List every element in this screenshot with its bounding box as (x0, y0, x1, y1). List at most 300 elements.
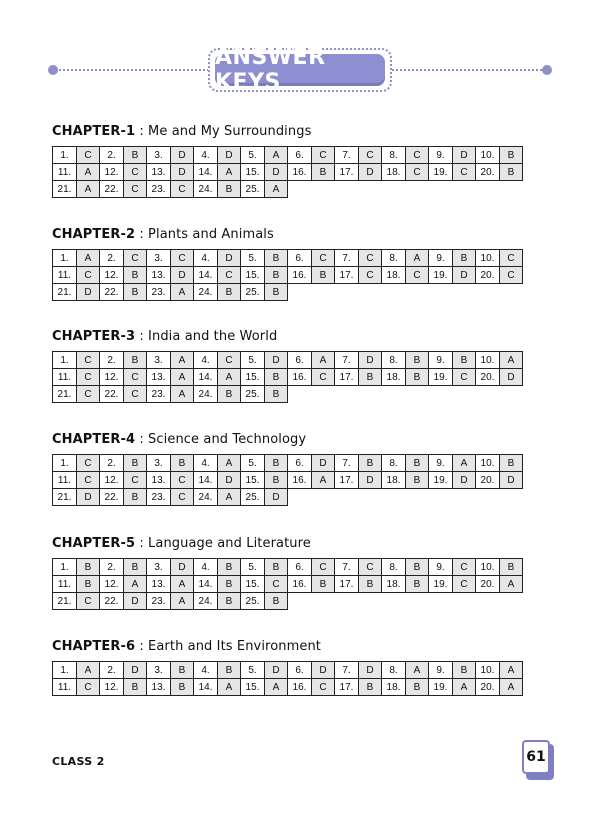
answer-cell: B (77, 576, 100, 593)
question-number: 13. (147, 472, 171, 489)
question-number: 25. (241, 284, 265, 301)
question-number: 1. (53, 662, 77, 679)
answer-cell: D (218, 147, 241, 164)
answer-cell: B (124, 352, 147, 369)
answer-cell: D (265, 662, 288, 679)
question-number: 14. (194, 164, 218, 181)
question-number: 22. (100, 593, 124, 610)
question-number: 13. (147, 164, 171, 181)
answer-cell: B (453, 352, 476, 369)
answer-cell: C (312, 147, 335, 164)
table-row (53, 576, 523, 593)
table-row (53, 455, 523, 472)
answer-cell: B (500, 455, 523, 472)
question-number: 19. (429, 164, 453, 181)
question-number: 15. (241, 472, 265, 489)
question-number: 18. (382, 679, 406, 696)
question-number: 15. (241, 267, 265, 284)
chapter-title: : Language and Literature (139, 536, 311, 551)
answer-cell: A (218, 489, 241, 506)
question-number: 23. (147, 181, 171, 198)
answer-cell: C (265, 576, 288, 593)
answer-cell: B (500, 559, 523, 576)
question-number: 25. (241, 489, 265, 506)
question-number: 14. (194, 369, 218, 386)
header-dotted-line-left (56, 69, 212, 71)
answer-cell: C (453, 164, 476, 181)
table-row (53, 386, 523, 403)
answer-cell: B (500, 147, 523, 164)
answer-cell: A (171, 369, 194, 386)
question-number: 1. (53, 455, 77, 472)
question-number: 2. (100, 147, 124, 164)
header-dotted-line-right (392, 69, 542, 71)
answer-cell: C (77, 386, 100, 403)
question-number: 24. (194, 284, 218, 301)
question-number: 17. (335, 576, 359, 593)
answer-cell: C (77, 455, 100, 472)
answer-cell: A (265, 679, 288, 696)
answer-key-table (52, 661, 523, 696)
question-number: 14. (194, 679, 218, 696)
chapter-section (52, 536, 548, 610)
question-number: 17. (335, 164, 359, 181)
answer-cell: B (312, 267, 335, 284)
question-number: 1. (53, 352, 77, 369)
answer-cell: B (124, 284, 147, 301)
answer-cell: C (406, 147, 429, 164)
answer-cell: A (77, 662, 100, 679)
answer-cell: D (312, 662, 335, 679)
question-number: 9. (429, 559, 453, 576)
answer-cell: C (124, 164, 147, 181)
question-number: 10. (476, 250, 500, 267)
question-number: 16. (288, 267, 312, 284)
question-number: 10. (476, 662, 500, 679)
table-row (53, 679, 523, 696)
answer-cell: D (77, 284, 100, 301)
question-number: 20. (476, 576, 500, 593)
chapter-heading (52, 227, 548, 242)
answer-cell: D (265, 352, 288, 369)
chapter-heading (52, 329, 548, 344)
answer-cell: A (500, 352, 523, 369)
question-number: 8. (382, 250, 406, 267)
answer-cell: D (359, 164, 382, 181)
table-row (53, 284, 523, 301)
question-number: 19. (429, 267, 453, 284)
chapter-section (52, 329, 548, 403)
answer-cell: B (406, 472, 429, 489)
chapter-title: : India and the World (139, 329, 278, 344)
answer-cell: C (77, 267, 100, 284)
answer-cell: A (453, 679, 476, 696)
question-number: 4. (194, 455, 218, 472)
answer-cell: B (77, 559, 100, 576)
question-number: 6. (288, 662, 312, 679)
answer-cell: B (265, 455, 288, 472)
answer-cell: A (124, 576, 147, 593)
answer-cell: C (312, 250, 335, 267)
question-number: 2. (100, 559, 124, 576)
chapter-number: CHAPTER-5 (52, 536, 136, 551)
question-number: 2. (100, 662, 124, 679)
chapter-heading (52, 536, 548, 551)
answer-cell: B (359, 455, 382, 472)
table-row (53, 147, 523, 164)
question-number: 13. (147, 576, 171, 593)
question-number: 10. (476, 147, 500, 164)
answer-cell: A (265, 147, 288, 164)
answer-cell: D (171, 267, 194, 284)
question-number: 3. (147, 250, 171, 267)
question-number: 20. (476, 679, 500, 696)
answer-cell: B (406, 576, 429, 593)
answer-cell: C (359, 559, 382, 576)
answer-cell: D (171, 147, 194, 164)
answer-cell: B (218, 181, 241, 198)
question-number: 11. (53, 369, 77, 386)
answer-cell: D (500, 472, 523, 489)
question-number: 8. (382, 662, 406, 679)
question-number: 19. (429, 679, 453, 696)
answer-cell: C (77, 147, 100, 164)
answer-cell: C (500, 267, 523, 284)
chapter-heading (52, 432, 548, 447)
answer-cell: C (77, 369, 100, 386)
answer-cell: C (218, 267, 241, 284)
question-number: 22. (100, 284, 124, 301)
answer-cell: D (500, 369, 523, 386)
answer-cell: B (265, 386, 288, 403)
question-number: 25. (241, 386, 265, 403)
question-number: 25. (241, 593, 265, 610)
table-row (53, 369, 523, 386)
question-number: 14. (194, 576, 218, 593)
chapter-section (52, 432, 548, 506)
chapter-number: CHAPTER-3 (52, 329, 136, 344)
answer-cell: B (218, 593, 241, 610)
answer-cell: D (265, 164, 288, 181)
question-number: 10. (476, 352, 500, 369)
answer-keys-header (48, 45, 552, 95)
chapter-number: CHAPTER-6 (52, 639, 136, 654)
answer-cell: D (171, 164, 194, 181)
question-number: 5. (241, 352, 265, 369)
answer-cell: D (218, 472, 241, 489)
table-row (53, 662, 523, 679)
answer-cell: B (171, 455, 194, 472)
answer-cell: C (77, 472, 100, 489)
answer-cell: B (406, 679, 429, 696)
answer-cell: B (453, 662, 476, 679)
question-number: 12. (100, 679, 124, 696)
question-number: 16. (288, 164, 312, 181)
chapter-title: : Science and Technology (139, 432, 307, 447)
question-number: 21. (53, 489, 77, 506)
question-number: 20. (476, 267, 500, 284)
question-number: 4. (194, 662, 218, 679)
answer-cell: B (171, 662, 194, 679)
question-number: 9. (429, 662, 453, 679)
answer-cell: B (218, 386, 241, 403)
question-number: 19. (429, 472, 453, 489)
question-number: 1. (53, 250, 77, 267)
question-number: 21. (53, 284, 77, 301)
answer-cell: B (265, 559, 288, 576)
table-row (53, 593, 523, 610)
answer-cell: A (500, 662, 523, 679)
answer-cell: A (77, 181, 100, 198)
question-number: 12. (100, 472, 124, 489)
answer-cell: C (171, 250, 194, 267)
answer-cell: D (359, 352, 382, 369)
answer-cell: B (453, 250, 476, 267)
answer-cell: B (265, 369, 288, 386)
chapter-title: : Plants and Animals (139, 227, 274, 242)
answer-key-table (52, 454, 523, 506)
answer-cell: B (171, 679, 194, 696)
question-number: 9. (429, 455, 453, 472)
answer-cell: B (312, 164, 335, 181)
question-number: 2. (100, 250, 124, 267)
answer-cell: D (453, 147, 476, 164)
answer-cell: A (218, 679, 241, 696)
answer-cell: C (453, 559, 476, 576)
answer-cell: C (124, 386, 147, 403)
table-row (53, 472, 523, 489)
question-number: 17. (335, 679, 359, 696)
question-number: 14. (194, 267, 218, 284)
question-number: 20. (476, 164, 500, 181)
chapter-section (52, 124, 548, 198)
answer-cell: C (500, 250, 523, 267)
question-number: 22. (100, 489, 124, 506)
answer-key-table (52, 146, 523, 198)
question-number: 7. (335, 147, 359, 164)
question-number: 5. (241, 662, 265, 679)
question-number: 21. (53, 181, 77, 198)
title-badge (208, 45, 392, 95)
answer-cell: C (77, 352, 100, 369)
question-number: 22. (100, 181, 124, 198)
question-number: 15. (241, 164, 265, 181)
answer-cell: A (77, 164, 100, 181)
answer-key-table (52, 249, 523, 301)
question-number: 11. (53, 576, 77, 593)
table-row (53, 267, 523, 284)
question-number: 15. (241, 369, 265, 386)
chapter-heading (52, 124, 548, 139)
question-number: 24. (194, 386, 218, 403)
answer-cell: B (124, 489, 147, 506)
answer-cell: C (171, 489, 194, 506)
answer-cell: C (359, 147, 382, 164)
answer-cell: C (218, 352, 241, 369)
answer-cell: A (453, 455, 476, 472)
question-number: 2. (100, 455, 124, 472)
question-number: 3. (147, 147, 171, 164)
answer-cell: B (218, 284, 241, 301)
answer-key-table (52, 351, 523, 403)
chapter-number: CHAPTER-2 (52, 227, 136, 242)
header-dot-right (542, 65, 552, 75)
answer-cell: C (406, 164, 429, 181)
question-number: 23. (147, 386, 171, 403)
question-number: 24. (194, 593, 218, 610)
answer-cell: C (124, 181, 147, 198)
answer-cell: D (171, 559, 194, 576)
question-number: 12. (100, 164, 124, 181)
question-number: 8. (382, 352, 406, 369)
question-number: 8. (382, 147, 406, 164)
question-number: 22. (100, 386, 124, 403)
answer-cell: A (312, 472, 335, 489)
answer-cell: A (500, 679, 523, 696)
question-number: 3. (147, 662, 171, 679)
question-number: 11. (53, 164, 77, 181)
answer-cell: A (77, 250, 100, 267)
answer-cell: A (171, 284, 194, 301)
question-number: 23. (147, 284, 171, 301)
answer-cell: A (406, 250, 429, 267)
answer-cell: D (124, 593, 147, 610)
question-number: 7. (335, 662, 359, 679)
question-number: 5. (241, 250, 265, 267)
answer-cell: B (124, 267, 147, 284)
answer-cell: C (453, 576, 476, 593)
answer-cell: B (265, 250, 288, 267)
question-number: 6. (288, 250, 312, 267)
answer-cell: B (124, 679, 147, 696)
answer-cell: B (265, 472, 288, 489)
question-number: 20. (476, 472, 500, 489)
answer-cell: D (124, 662, 147, 679)
question-number: 16. (288, 472, 312, 489)
answer-cell: C (171, 472, 194, 489)
question-number: 6. (288, 455, 312, 472)
answer-cell: B (124, 559, 147, 576)
question-number: 4. (194, 250, 218, 267)
answer-cell: C (312, 559, 335, 576)
chapter-heading (52, 639, 548, 654)
answer-cell: D (77, 489, 100, 506)
question-number: 21. (53, 386, 77, 403)
answer-cell: D (265, 489, 288, 506)
answer-cell: B (265, 593, 288, 610)
question-number: 13. (147, 679, 171, 696)
chapter-title: : Earth and Its Environment (139, 639, 321, 654)
answer-cell: C (124, 369, 147, 386)
question-number: 12. (100, 267, 124, 284)
table-row (53, 489, 523, 506)
question-number: 18. (382, 369, 406, 386)
question-number: 12. (100, 369, 124, 386)
table-row (53, 250, 523, 267)
answer-cell: A (218, 455, 241, 472)
question-number: 11. (53, 472, 77, 489)
question-number: 3. (147, 352, 171, 369)
table-row (53, 164, 523, 181)
answer-cell: B (406, 352, 429, 369)
question-number: 9. (429, 147, 453, 164)
answer-cell: B (218, 662, 241, 679)
answer-cell: B (124, 147, 147, 164)
question-number: 1. (53, 147, 77, 164)
answer-cell: B (359, 576, 382, 593)
question-number: 7. (335, 352, 359, 369)
answer-cell: A (171, 593, 194, 610)
answer-cell: D (359, 662, 382, 679)
answer-cell: D (312, 455, 335, 472)
table-row (53, 181, 523, 198)
question-number: 7. (335, 455, 359, 472)
chapter-title: : Me and My Surroundings (139, 124, 312, 139)
answer-cell: B (406, 559, 429, 576)
question-number: 23. (147, 593, 171, 610)
table-row (53, 559, 523, 576)
question-number: 24. (194, 489, 218, 506)
question-number: 24. (194, 181, 218, 198)
question-number: 18. (382, 576, 406, 593)
answer-cell: B (265, 284, 288, 301)
answer-key-table (52, 558, 523, 610)
question-number: 14. (194, 472, 218, 489)
question-number: 13. (147, 369, 171, 386)
question-number: 17. (335, 369, 359, 386)
answer-cell: C (359, 267, 382, 284)
answer-cell: C (312, 679, 335, 696)
question-number: 17. (335, 472, 359, 489)
question-number: 7. (335, 559, 359, 576)
question-number: 6. (288, 559, 312, 576)
answer-cell: C (77, 679, 100, 696)
answer-cell: D (218, 250, 241, 267)
answer-cell: C (124, 472, 147, 489)
question-number: 2. (100, 352, 124, 369)
chapter-section (52, 227, 548, 301)
question-number: 21. (53, 593, 77, 610)
question-number: 25. (241, 181, 265, 198)
question-number: 6. (288, 352, 312, 369)
question-number: 19. (429, 576, 453, 593)
question-number: 10. (476, 455, 500, 472)
question-number: 6. (288, 147, 312, 164)
answer-cell: B (265, 267, 288, 284)
chapter-section (52, 639, 548, 696)
answer-cell: B (359, 679, 382, 696)
question-number: 8. (382, 455, 406, 472)
question-number: 5. (241, 455, 265, 472)
answer-cell: B (406, 369, 429, 386)
question-number: 3. (147, 559, 171, 576)
table-row (53, 352, 523, 369)
question-number: 16. (288, 369, 312, 386)
question-number: 7. (335, 250, 359, 267)
question-number: 1. (53, 559, 77, 576)
question-number: 15. (241, 576, 265, 593)
answer-cell: C (406, 267, 429, 284)
page-title: ANSWER KEYS (215, 54, 385, 86)
answer-cell: B (500, 164, 523, 181)
answer-cell: B (218, 576, 241, 593)
question-number: 19. (429, 369, 453, 386)
question-number: 16. (288, 576, 312, 593)
question-number: 9. (429, 352, 453, 369)
question-number: 18. (382, 267, 406, 284)
question-number: 4. (194, 559, 218, 576)
question-number: 23. (147, 489, 171, 506)
